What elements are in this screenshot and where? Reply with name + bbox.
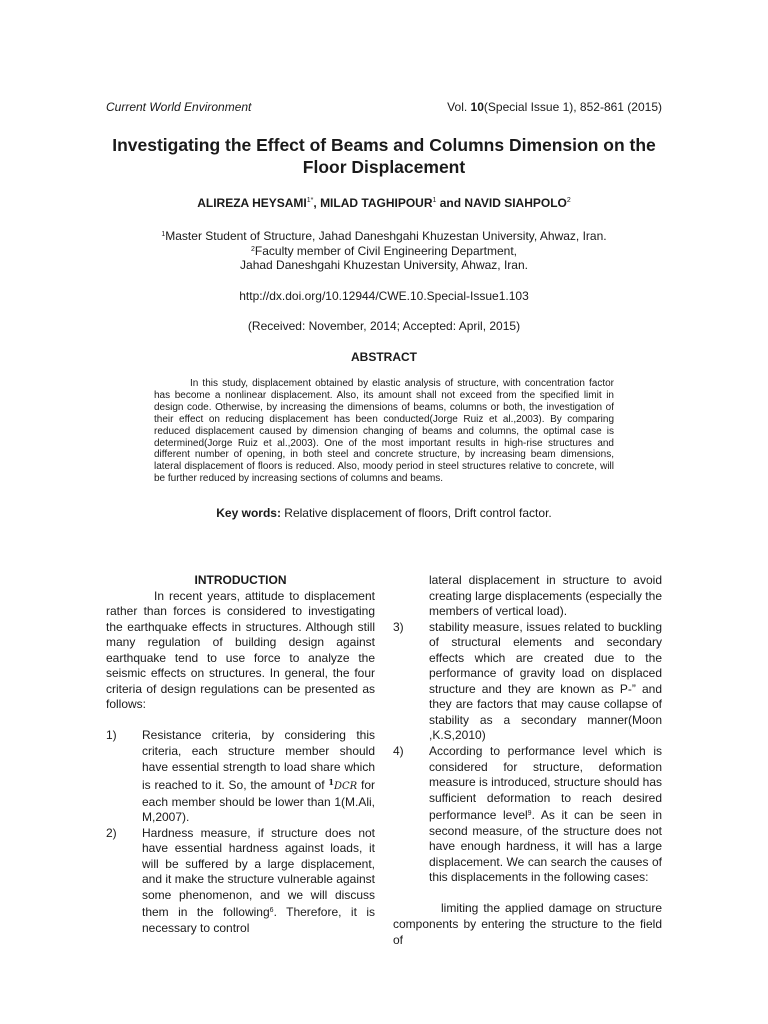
volume-prefix: Vol.	[447, 100, 471, 114]
keywords	[96, 506, 672, 520]
list-text-part: . As it can be seen in second measure, of the structure does not have enough hardness, it will has a large displacement. We can search the causes of this displacements in the following cases:	[429, 808, 662, 885]
author-affiliation-mark: 1*	[306, 197, 314, 204]
reference-mark: 6	[269, 907, 274, 915]
abstract-body: In this study, displacement obtained by elastic analysis of structure, with concentration factor has become a nonlinear displacement. Also, its amount shall not exceed from the specified limit in design code. Otherwise, by increasing the dimensions of beams, columns or both, the investigation of their effect on reducing displacement has been conducted(Jorge Ruiz et al.,2003). By comparing reduced displacement caused by dimension changing of beams and columns, the optimal case is determined(Jorge Ruiz et al.,2003). One of the most important results in high-rise structures and different number of opening, in both steel and concrete structure, by increasing beam dimensions, lateral displacement of floors is reduced. Also, moody period in steel structures relative to concrete, will be further reduced by increasing sections of columns and beams.	[154, 378, 614, 485]
dcr-symbol: DCR	[334, 781, 358, 793]
list-item	[393, 620, 662, 744]
affiliation-text: Master Student of Structure, Jahad Daneshgahi Khuzestan University, Ahwaz, Iran.	[165, 229, 607, 243]
list-text-part: . Therefore, it is necessary to control	[142, 905, 375, 935]
author-name: NAVID SIAHPOLO	[464, 196, 567, 210]
journal-name: Current World Environment	[106, 100, 252, 114]
section-heading: INTRODUCTION	[194, 573, 287, 587]
author-separator: and	[436, 196, 465, 210]
list-number: 2)	[106, 825, 117, 840]
doi-link[interactable]: http://dx.doi.org/10.12944/CWE.10.Special-Issue1.103	[239, 289, 529, 303]
volume-suffix: (Special Issue 1), 852-861 (2015)	[483, 100, 662, 114]
list-text	[142, 728, 375, 825]
author-affiliation-mark: 1	[432, 197, 437, 204]
list-item	[106, 826, 375, 937]
right-column	[393, 573, 662, 948]
author-name: MILAD TAGHIPOUR	[320, 196, 433, 210]
dcr-sup: 1	[328, 777, 334, 788]
list-text: stability measure, issues related to buckling of structural elements and secondary effects which are created due to the performance of gravity load on displaced structure and they are known as P-” and they are factors that may cause collapse of stability as a secondary manner(Moon ,K.S,2010)	[429, 619, 662, 743]
affiliation-mark: 1	[161, 231, 166, 238]
affiliation-line	[96, 242, 672, 259]
list-continuation: lateral displacement in structure to avoid creating large displacements (especially the members of vertical load).	[429, 573, 662, 619]
list-item	[106, 728, 375, 825]
body-paragraph: limiting the applied damage on structure components by entering the structure to the field of	[393, 901, 662, 947]
author-name: ALIREZA HEYSAMI	[197, 196, 307, 210]
affiliation-line: Jahad Daneshgahi Khuzestan University, Ahwaz, Iran.	[240, 258, 528, 272]
author-affiliation-mark: 2	[566, 197, 571, 204]
list-text-part: According to performance level which is considered for structure, deformation measure is introduced, structure should has sufficient deformation to reach desired performance level	[429, 744, 662, 823]
volume-info	[447, 100, 662, 114]
intro-paragraph: In recent years, attitude to displacement rather than forces is considered to investigating the earthquake effects in structures. Although still many regulation of building design against earthquake tend to use force to analyze the seismic effects on structures. In general, the four criteria of design regulations can be presented as follows:	[106, 588, 375, 712]
author-list	[96, 194, 672, 210]
paper-title: Investigating the Effect of Beams and Columns Dimension on the Floor Displacement	[112, 135, 656, 177]
author-separator: ,	[313, 196, 321, 210]
keywords-text: Relative displacement of floors, Drift control factor.	[280, 506, 552, 520]
keywords-label: Key words:	[216, 506, 281, 520]
affiliation-mark: 2	[250, 246, 255, 253]
list-number: 1)	[106, 728, 117, 743]
list-text-part: Resistance criteria, by considering this criteria, each structure member should have essential strength to load share which is reached to it. So, the amount of	[142, 728, 375, 793]
left-column	[106, 573, 375, 937]
dcr-formula	[328, 777, 358, 793]
list-text-part: for each member should be lower than 1(M.Ali, M,2007).	[142, 778, 375, 825]
abstract-heading: ABSTRACT	[351, 350, 417, 364]
list-item	[393, 744, 662, 886]
volume-number: 10	[470, 100, 484, 114]
reference-mark: 9	[527, 810, 532, 818]
list-number: 4)	[393, 744, 404, 759]
list-number: 3)	[393, 619, 404, 634]
list-text	[429, 744, 662, 886]
affiliation-text: Faculty member of Civil Engineering Department,	[254, 244, 517, 258]
received-dates: (Received: November, 2014; Accepted: April, 2015)	[247, 319, 521, 333]
list-text	[142, 826, 375, 937]
list-text-part: Hardness measure, if structure does not have essential hardness against loads, it will be suffered by a large displacement, and it make the structure vulnerable against some phenomenon, and we will discuss them in the following	[142, 825, 375, 920]
